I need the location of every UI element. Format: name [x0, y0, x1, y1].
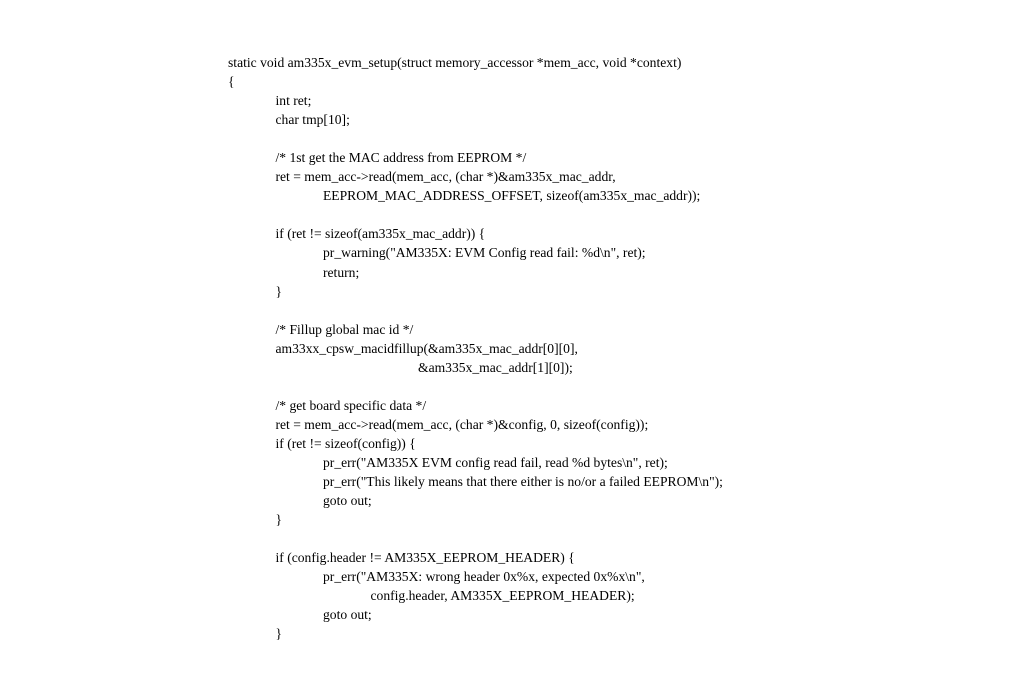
- code-line: config.header, AM335X_EEPROM_HEADER);: [370, 588, 635, 604]
- code-line: goto out;: [323, 493, 372, 509]
- code-line: static void am335x_evm_setup(struct memory_accessor *mem_acc, void *context): [228, 55, 682, 70]
- code-line: return;: [323, 264, 360, 280]
- code-blank-line: [228, 129, 723, 148]
- code-line: /* get board specific data */: [275, 397, 427, 413]
- code-line: pr_warning("AM335X: EVM Config read fail: %d\n", ret);: [323, 245, 646, 261]
- code-line: char tmp[10];: [275, 112, 350, 128]
- code-line: if (ret != sizeof(config)) {: [275, 435, 416, 451]
- code-line: pr_err("AM335X EVM config read fail, read %d bytes\n", ret);: [323, 454, 668, 470]
- code-line: if (ret != sizeof(am335x_mac_addr)) {: [275, 226, 486, 242]
- code-line: int ret;: [275, 93, 312, 109]
- code-line: pr_err("This likely means that there either is no/or a failed EEPROM\n");: [323, 474, 723, 490]
- code-line: ret = mem_acc->read(mem_acc, (char *)&am335x_mac_addr,: [275, 169, 616, 185]
- code-line: /* Fillup global mac id */: [275, 321, 414, 337]
- code-line: ret = mem_acc->read(mem_acc, (char *)&config, 0, sizeof(config));: [275, 416, 649, 432]
- code-line: }: [275, 626, 283, 642]
- code-line: &am335x_mac_addr[1][0]);: [418, 359, 573, 375]
- code-line: /* 1st get the MAC address from EEPROM */: [275, 150, 527, 166]
- code-line: {: [228, 74, 235, 90]
- code-line: }: [275, 283, 283, 299]
- code-line: goto out;: [323, 607, 372, 623]
- code-blank-line: [228, 205, 723, 224]
- code-listing: [228, 53, 723, 643]
- code-line: am33xx_cpsw_macidfillup(&am335x_mac_addr[0][0],: [275, 340, 578, 356]
- code-blank-line: [228, 301, 723, 320]
- code-blank-line: [228, 377, 723, 396]
- code-line: }: [275, 512, 283, 528]
- code-blank-line: [228, 529, 723, 548]
- code-line: pr_err("AM335X: wrong header 0x%x, expected 0x%x\n",: [323, 569, 645, 585]
- code-line: EEPROM_MAC_ADDRESS_OFFSET, sizeof(am335x_mac_addr));: [323, 188, 701, 204]
- code-line: if (config.header != AM335X_EEPROM_HEADER) {: [275, 550, 575, 566]
